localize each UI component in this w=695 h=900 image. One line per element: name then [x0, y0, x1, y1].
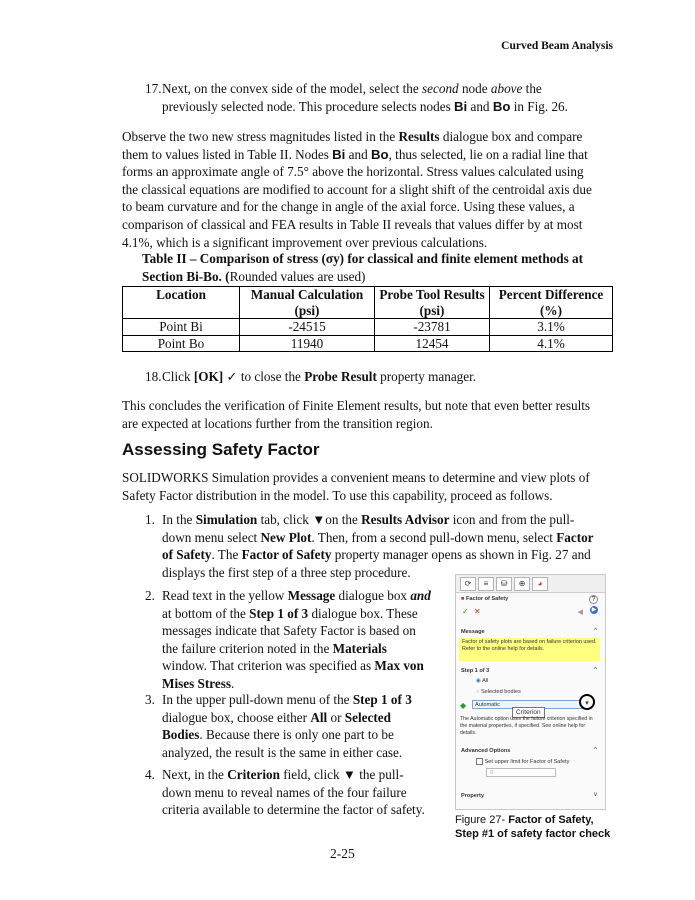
figure-caption: Figure 27- Factor of Safety, Step #1 of safety factor check: [455, 814, 611, 840]
intro-paragraph: SOLIDWORKS Simulation provides a convenient means to determine and view plots of Safety Factor distribution in the model. To use this capability, proceed as follows.: [122, 470, 590, 503]
property-section-label: Property: [461, 793, 485, 799]
radio-all[interactable]: ◉ All: [476, 678, 489, 684]
col-probe: Probe Tool Results (psi): [375, 287, 490, 319]
factor-of-safety-icon: ■: [461, 596, 465, 602]
collapse-chevron-icon[interactable]: ^: [594, 667, 597, 673]
factor-of-safety-panel: [455, 574, 606, 810]
stress-comparison-table: [122, 286, 613, 352]
collapse-chevron-icon[interactable]: ^: [594, 628, 597, 634]
ok-button[interactable]: ✓: [462, 607, 469, 616]
upper-limit-input[interactable]: 0: [486, 768, 556, 777]
section-title: Assessing Safety Factor: [122, 440, 320, 459]
advanced-options-label: Advanced Options: [461, 748, 511, 754]
radio-checked-icon: ◉: [476, 678, 481, 684]
step-17: [145, 80, 568, 115]
criterion-icon: ◆: [460, 701, 467, 710]
dimxpert-tab-icon[interactable]: ⊕: [514, 577, 530, 591]
step-1: 1. In the Simulation tab, click ▼on the Results Advisor icon and from the pull- down menu select New Plot. Then, from a second pull-down menu, select Factor of Safety. The Factor of Safety property manager opens as shown in Fig. 27 and displays the first step of a three step procedure.: [145, 512, 594, 580]
page-number: 2-25: [330, 846, 355, 861]
cancel-button[interactable]: ✕: [474, 607, 481, 616]
step-3: 3. In the upper pull-down menu of the Step 1 of 3 dialogue box, choose either All or Selected Bodies. Because there is only one part to be analyzed, the result is the same in either case.: [145, 692, 412, 760]
expand-chevron-icon[interactable]: v: [594, 792, 597, 798]
col-location: Location: [123, 287, 240, 319]
col-percent: Percent Difference (%): [490, 287, 613, 319]
feature-manager-tab-icon[interactable]: ⟳: [460, 577, 476, 591]
radio-empty-icon: ○: [476, 689, 480, 695]
table-header-row: [123, 287, 613, 319]
display-manager-tab-icon[interactable]: ◕: [532, 577, 548, 591]
upper-limit-checkbox[interactable]: Set upper limit for Factor of Safety: [476, 758, 569, 765]
automatic-description: The Automatic option uses the failure criterion specified in the material properties, if specified. See online help for details.: [460, 716, 593, 736]
configuration-manager-tab-icon[interactable]: ⛁: [496, 577, 512, 591]
step-2: 2. Read text in the yellow Message dialogue box and at bottom of the Step 1 of 3 dialogue box. These messages indicate that Safety Factor is based on the failure criterion noted in the Materials window. That criterion was specified as Max von Mises Stress.: [145, 588, 431, 691]
conclusion-paragraph: This concludes the verification of Finite Element results, but note that even better results are expected at locations further from the transition region.: [122, 398, 591, 431]
table-caption: Table II – Comparison of stress (σy) for classical and finite element methods at Section Bi-Bo. (Rounded values are used): [142, 251, 584, 284]
table-row: Point Bo 11940 12454 4.1%: [123, 335, 613, 352]
panel-title: ■ Factor of Safety: [461, 596, 509, 602]
step-section-label: Step 1 of 3: [461, 668, 490, 674]
step-18: 18. Click [OK] ✓ to close the Probe Result property manager.: [145, 369, 477, 384]
dropdown-arrow-highlight-icon[interactable]: ▾: [579, 694, 595, 710]
message-box: Factor of safety plots are based on failure criterion used. Refer to the online help for details.: [459, 638, 600, 661]
step-number: 17.: [145, 81, 162, 96]
back-arrow-icon[interactable]: ◀: [577, 609, 583, 616]
table-row: Point Bi -24515 -23781 3.1%: [123, 319, 613, 336]
radio-selected-bodies[interactable]: ○ Selected bodies: [476, 689, 521, 695]
criterion-tooltip: Criterion: [512, 707, 545, 718]
observe-paragraph: Observe the two new stress magnitudes listed in the Results dialogue box and compare them to values listed in Table II. Nodes Bi and Bo, thus selected, lie on a radial line that forms an approximate angle of 7.5° above the horizontal. Stress values calculated using the classical equations are modified to account for a slight shift of the centroidal axis due to beam curvature and for the change in angle of the axial force. Using these values, a comparison of classical and FEA results in Table II reveals that values differ by at most 4.1%, which is a significant improvement over previous calculations.: [122, 129, 592, 250]
collapse-chevron-icon[interactable]: ^: [594, 747, 597, 753]
panel-tabs: [456, 575, 605, 593]
step-17-line-1: Next, on the convex side of the model, select the second node above the: [162, 81, 542, 96]
message-section-label: Message: [461, 629, 485, 635]
running-header: Curved Beam Analysis: [501, 40, 613, 52]
criterion-dropdown[interactable]: Automatic: [472, 700, 586, 709]
help-button[interactable]: ?: [589, 595, 598, 604]
col-manual: Manual Calculation (psi): [240, 287, 375, 319]
step-17-line-2: previously selected node. This procedure selects nodes Bi and Bo in Fig. 26.: [162, 98, 568, 114]
next-arrow-icon[interactable]: ▶: [591, 607, 597, 613]
property-manager-tab-icon[interactable]: ≡: [478, 577, 494, 591]
step-4: 4. Next, in the Criterion field, click ▼ the pull- down menu to reveal names of the four failure criteria available to determine the factor of safety.: [145, 767, 425, 818]
